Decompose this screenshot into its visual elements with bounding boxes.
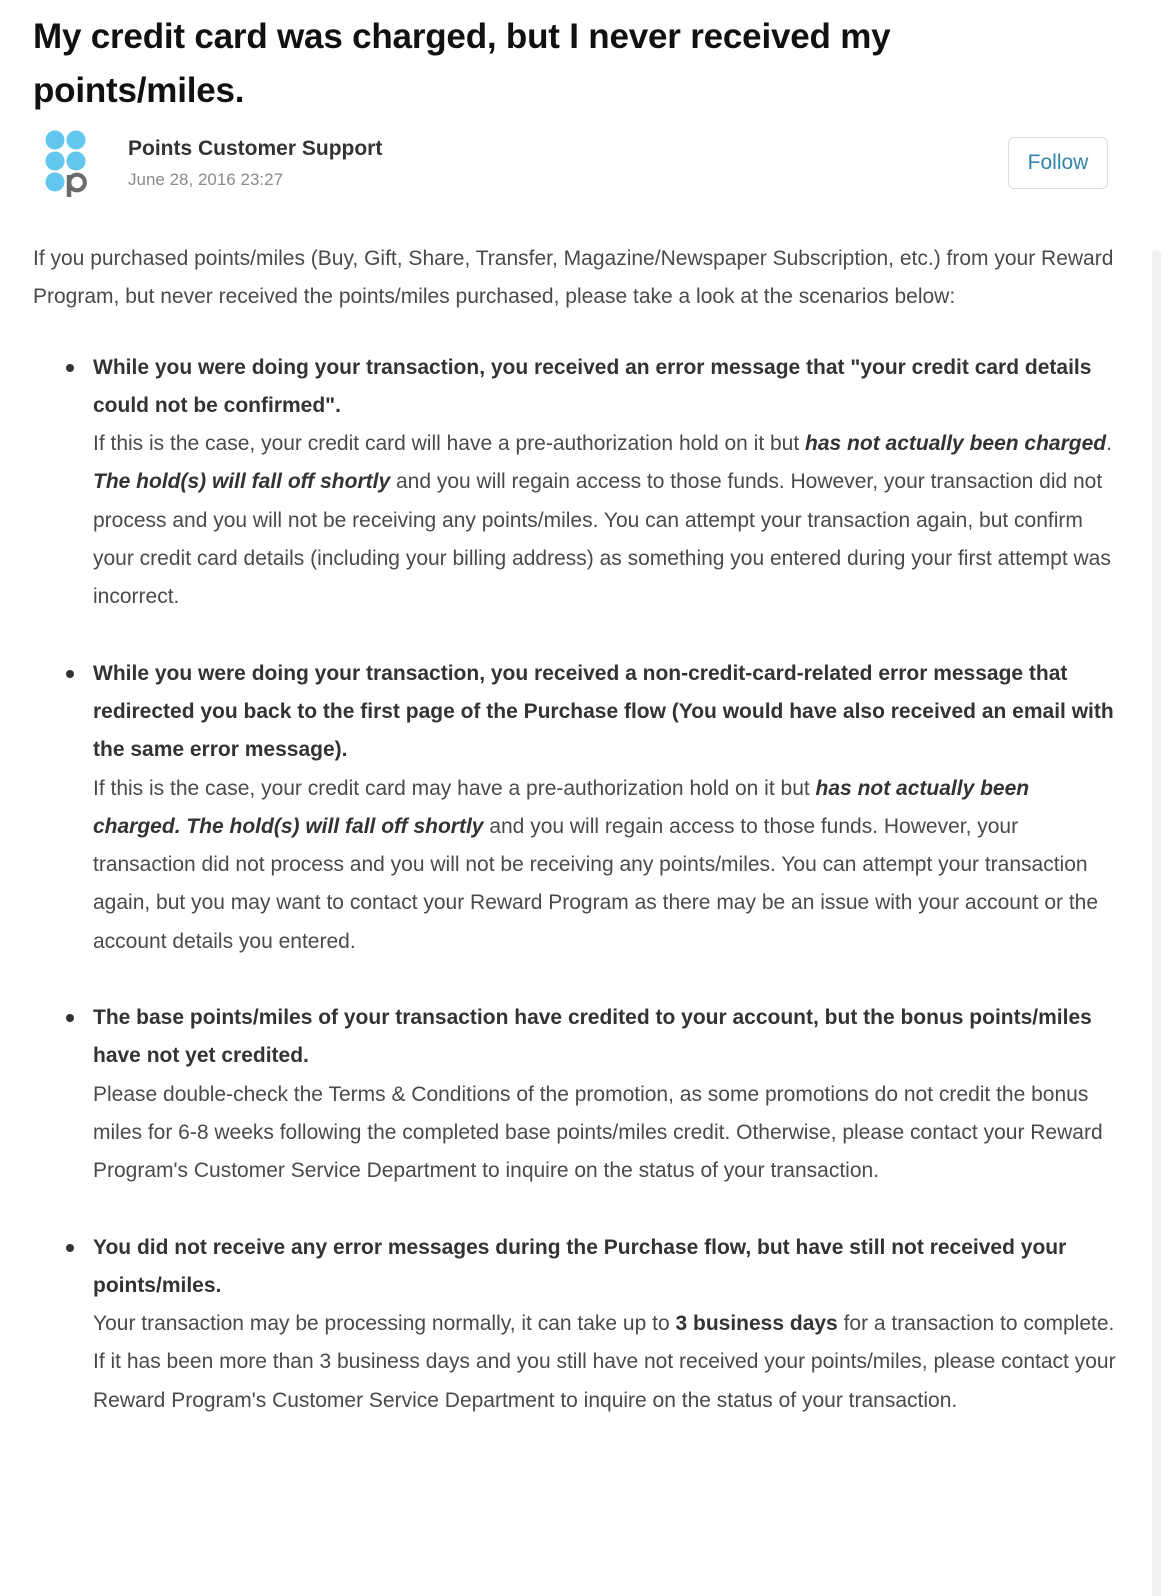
post-date: June 28, 2016 23:27 xyxy=(128,170,284,189)
list-item xyxy=(93,655,1118,961)
emphasis-text: has not actually been charged. The hold(s) will fall off shortly xyxy=(93,776,1030,838)
scenario-heading: The base points/miles of your transaction have credited to your account, but the bonus points/miles have not yet credited. xyxy=(93,1006,1092,1068)
body-text: . xyxy=(1106,432,1112,456)
points-logo-icon xyxy=(45,130,89,198)
list-item xyxy=(93,1229,1118,1420)
scenario-heading: You did not receive any error messages during the Purchase flow, but have still not received your points/miles. xyxy=(93,1235,1067,1297)
follow-button[interactable]: Follow xyxy=(1008,137,1108,189)
scenario-heading: While you were doing your transaction, you received an error message that "your credit card details could not be confirmed". xyxy=(93,355,1092,417)
body-text: for a transaction to complete. If it has been more than 3 business days and you still have not received your points/miles, please contact your Reward Program's Customer Service Department to inquire on the status of your transaction. xyxy=(93,1312,1116,1412)
scenario-list xyxy=(33,349,1118,1420)
scenario-body xyxy=(93,1305,1118,1420)
body-text: and you will regain access to those funds. However, your transaction did not process and you will not be receiving any points/miles. You can attempt your transaction again, but you may want to contact your Reward Program as there may be an issue with your account or the account details you entered. xyxy=(93,814,1099,953)
list-item xyxy=(93,349,1118,617)
scenario-body xyxy=(93,425,1118,616)
scenario-heading: While you were doing your transaction, you received a non-credit-card-related error message that redirected you back to the first page of the Purchase flow (You would have also received an email with the same error message). xyxy=(93,661,1114,762)
emphasis-text: has not actually been charged xyxy=(805,432,1107,456)
scrollbar-track[interactable] xyxy=(1152,250,1161,1596)
intro-paragraph: If you purchased points/miles (Buy, Gift, Share, Transfer, Magazine/Newspaper Subscription, etc.) from your Reward Program, but never received the points/miles purchased, please take a look at the scenarios below: xyxy=(33,247,1114,309)
scenario-body xyxy=(93,1076,1118,1191)
body-text: and you will regain access to those funds. However, your transaction did not process and you will not be receiving any points/miles. You can attempt your transaction again, but confirm your credit card details (including your billing address) as something you entered during your first attempt was incorrect. xyxy=(93,470,1111,609)
body-text: Your transaction may be processing normally, it can take up to xyxy=(93,1312,676,1336)
bullet-icon xyxy=(66,1014,74,1022)
page-title: My credit card was charged, but I never received my points/miles. xyxy=(33,17,891,110)
bullet-icon xyxy=(66,1244,74,1252)
bullet-icon xyxy=(66,364,74,372)
bullet-icon xyxy=(66,670,74,678)
body-text: Please double-check the Terms & Conditions of the promotion, as some promotions do not credit the bonus miles for 6-8 weeks following the completed base points/miles credit. Otherwise, please contact your Reward Program's Customer Service Department to inquire on the status of your transaction. xyxy=(93,1082,1103,1183)
body-text: If this is the case, your credit card may have a pre-authorization hold on it but xyxy=(93,776,816,800)
scenario-body xyxy=(93,770,1118,961)
article-author-meta xyxy=(40,128,1120,198)
article-body xyxy=(33,240,1118,1458)
strong-text: 3 business days xyxy=(675,1312,838,1336)
author-name: Points Customer Support xyxy=(128,137,383,160)
body-text: If this is the case, your credit card will have a pre-authorization hold on it but xyxy=(93,432,806,456)
emphasis-text: The hold(s) will fall off shortly xyxy=(93,470,391,494)
list-item xyxy=(93,999,1118,1190)
